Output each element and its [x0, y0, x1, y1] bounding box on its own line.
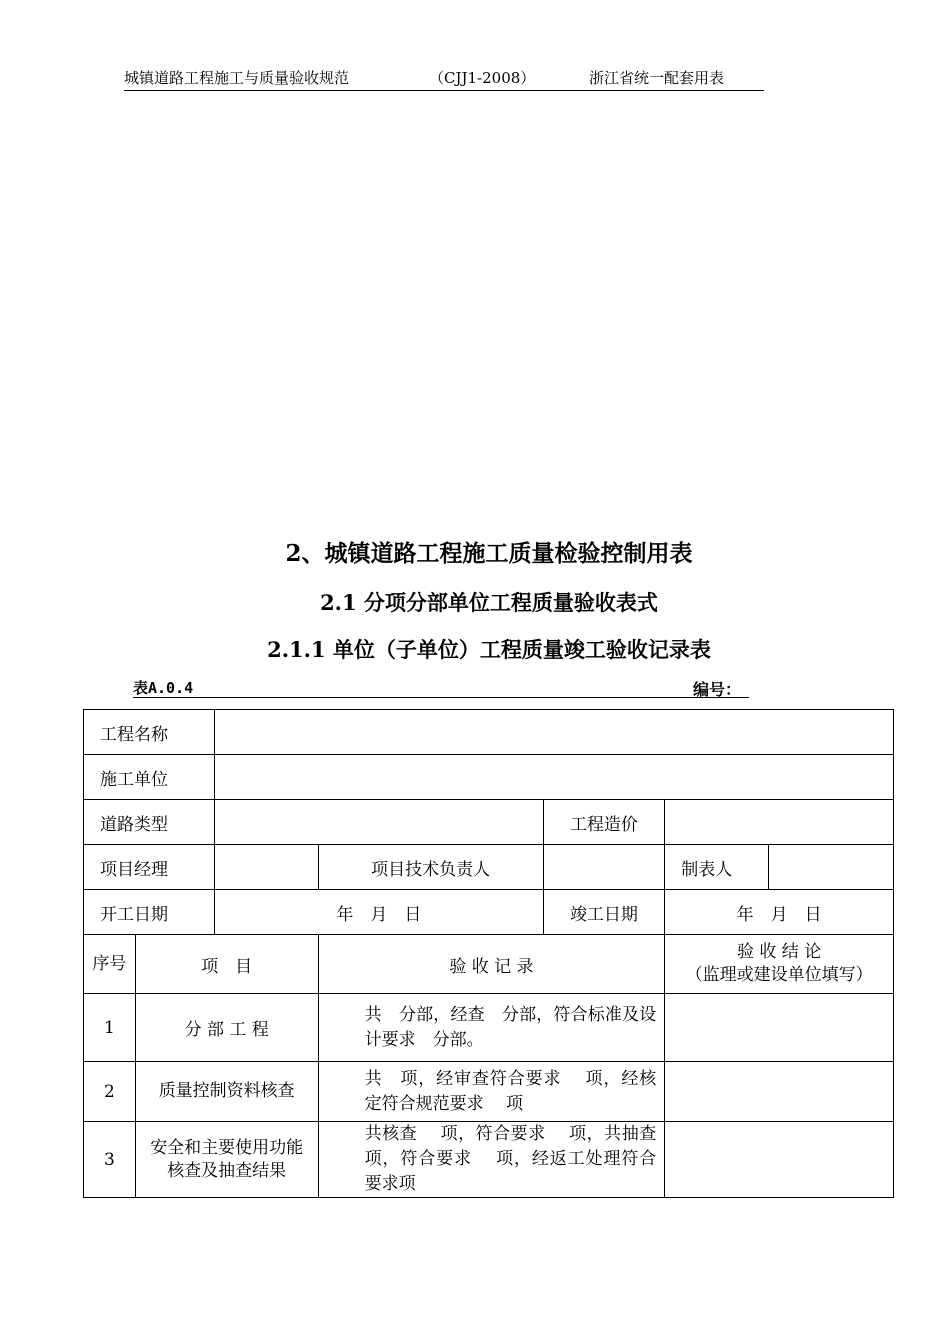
- tech-lead-label: 项目技术负责人: [318, 845, 543, 890]
- start-date-value[interactable]: 年 月 日: [215, 890, 544, 935]
- header-province: 浙江省统一配套用表: [589, 69, 725, 87]
- header-title: 城镇道路工程施工与质量验收规范: [124, 69, 350, 87]
- manager-label: 项目经理: [84, 845, 215, 890]
- cost-label: 工程造价: [543, 800, 665, 845]
- row-item: 分 部 工 程: [135, 994, 318, 1062]
- row-contractor: [84, 755, 894, 800]
- heading-1: 2、城镇道路工程施工质量检验控制用表: [285, 540, 693, 567]
- road-type-label: 道路类型: [84, 800, 215, 845]
- project-name-field[interactable]: [215, 710, 894, 755]
- row-record[interactable]: [318, 1062, 665, 1122]
- table-row: [84, 1122, 894, 1198]
- cost-field[interactable]: [665, 800, 894, 845]
- serial-number-label: 编号：: [693, 680, 742, 699]
- row-road-type: [84, 800, 894, 845]
- row-record-text: 共 分部，经查 分部，符合标准及设计要求 分部。: [364, 1004, 657, 1050]
- header-code: （CJJ1-2008）: [429, 69, 536, 87]
- row-item: 安全和主要使用功能核查及抽查结果: [135, 1122, 318, 1198]
- heading-2: 2.1 分项分部单位工程质量验收表式: [320, 590, 658, 615]
- start-date-label: 开工日期: [84, 890, 215, 935]
- preparer-label: 制表人: [665, 845, 768, 890]
- preparer-field[interactable]: [768, 845, 893, 890]
- heading-3: 2.1.1 单位（子单位）工程质量竣工验收记录表: [267, 637, 711, 662]
- col-conclusion-header: [665, 935, 894, 994]
- contractor-field[interactable]: [215, 755, 894, 800]
- table-row: [84, 1062, 894, 1122]
- col-item-header: 项 目: [135, 935, 318, 994]
- col-seq-header: 序号: [84, 935, 136, 994]
- row-conclusion[interactable]: [665, 1122, 894, 1198]
- project-name-label: 工程名称: [84, 710, 215, 755]
- row-conclusion[interactable]: [665, 994, 894, 1062]
- manager-field[interactable]: [215, 845, 318, 890]
- table-meta-line: [133, 677, 749, 698]
- row-record-text: 共 项，经审查符合要求 项，经核定符合规范要求 项: [364, 1068, 657, 1114]
- col-conclusion-title: 验 收 结 论: [737, 942, 822, 962]
- col-conclusion-note: （监理或建设单位填写）: [685, 965, 873, 985]
- acceptance-record-table: [83, 709, 894, 1198]
- tech-lead-field[interactable]: [543, 845, 665, 890]
- row-dates: [84, 890, 894, 935]
- row-number: 3: [84, 1122, 136, 1198]
- row-project-name: [84, 710, 894, 755]
- end-date-label: 竣工日期: [543, 890, 665, 935]
- contractor-label: 施工单位: [84, 755, 215, 800]
- row-number: 2: [84, 1062, 136, 1122]
- page-header: [124, 69, 764, 91]
- row-item: 质量控制资料核查: [135, 1062, 318, 1122]
- end-date-value[interactable]: 年 月 日: [665, 890, 894, 935]
- row-record-text: 共核查 项，符合要求 项，共抽查项，符合要求 项，经返工处理符合要求项: [364, 1124, 657, 1194]
- road-type-field[interactable]: [215, 800, 544, 845]
- row-personnel: [84, 845, 894, 890]
- row-number: 1: [84, 994, 136, 1062]
- row-conclusion[interactable]: [665, 1062, 894, 1122]
- row-record[interactable]: [318, 1122, 665, 1198]
- row-record[interactable]: [318, 994, 665, 1062]
- col-record-header: 验 收 记 录: [318, 935, 665, 994]
- table-number: 表A.0.4: [133, 679, 194, 697]
- column-header-row: [84, 935, 894, 994]
- table-row: [84, 994, 894, 1062]
